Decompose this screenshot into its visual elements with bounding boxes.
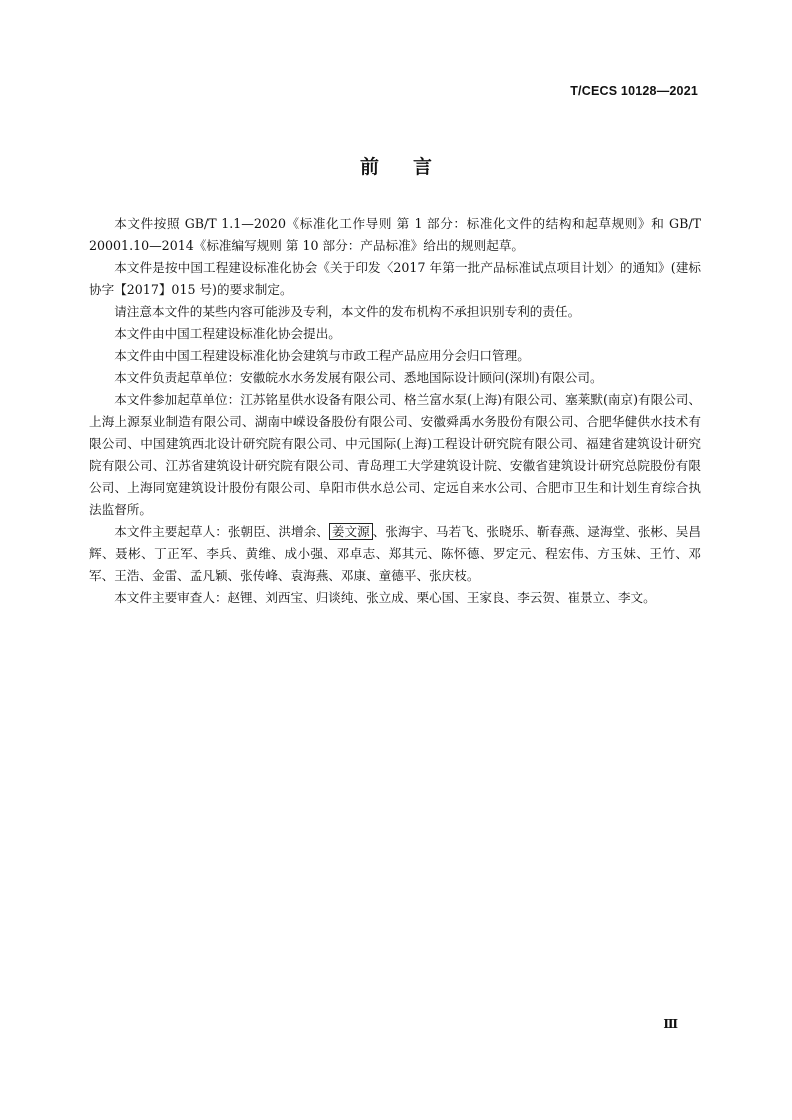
drafters-after: 、张海宇、马若飞、张晓乐、靳春燕、逯海堂、张彬、吴昌辉、聂彬、丁正军、李兵、黄维、成小强、邓卓志、郑其元、陈怀德、罗定元、程宏伟、方玉妹、王竹、邓军、王浩、金雷、孟凡颖、张传峰、袁海燕、邓康、童德平、张庆枝。 — [89, 524, 702, 583]
paragraph-drafting-rules: 本文件按照 GB/T 1.1—2020《标准化工作导则 第 1 部分：标准化文件的结构和起草规则》和 GB/T 20001.10—2014《标准编写规则 第 10 部分：产品标准》给出的规则起草。 — [89, 216, 701, 253]
paragraph-patent-notice: 请注意本文件的某些内容可能涉及专利，本文件的发布机构不承担识别专利的责任。 — [114, 304, 581, 319]
paragraph-basis: 本文件是按中国工程建设标准化协会《关于印发〈2017 年第一批产品标准试点项目计划〉的通知》(建标协字【2017】015 号)的要求制定。 — [89, 260, 701, 297]
page-number: Ⅲ — [663, 1017, 678, 1031]
paragraph-main-drafters — [89, 521, 701, 587]
boxed-drafter-name: 姜文源 — [329, 523, 373, 540]
page-title: 前言 — [359, 156, 466, 178]
paragraph-reviewers: 本文件主要审查人：赵锂、刘西宝、归谈纯、张立成、栗心国、王家良、李云贺、崔景立、李文。 — [114, 590, 656, 605]
paragraph-participating-units: 本文件参加起草单位：江苏铭星供水设备有限公司、格兰富水泵(上海)有限公司、塞莱默(南京)有限公司、上海上源泵业制造有限公司、湖南中嵘设备股份有限公司、安徽舜禹水务股份有限公司、合肥华健供水技术有限公司、中国建筑西北设计研究院有限公司、中元国际(上海)工程设计研究院有限公司、福建省建筑设计研究院有限公司、江苏省建筑设计研究院有限公司、青岛理工大学建筑设计院、安徽省建筑设计研究总院股份有限公司、上海同宽建筑设计股份有限公司、阜阳市供水总公司、定远自来水公司、合肥市卫生和计划生育综合执法监督所。 — [89, 392, 701, 517]
paragraph-management: 本文件由中国工程建设标准化协会建筑与市政工程产品应用分会归口管理。 — [114, 348, 530, 363]
paragraph-proposer: 本文件由中国工程建设标准化协会提出。 — [114, 326, 341, 341]
drafters-before: 本文件主要起草人：张朝臣、洪增余、 — [114, 524, 329, 539]
paragraph-lead-drafters: 本文件负责起草单位：安徽皖水水务发展有限公司、悉地国际设计顾问(深圳)有限公司。 — [114, 370, 603, 385]
standard-code: T/CECS 10128—2021 — [570, 84, 698, 98]
document-body — [89, 213, 701, 609]
